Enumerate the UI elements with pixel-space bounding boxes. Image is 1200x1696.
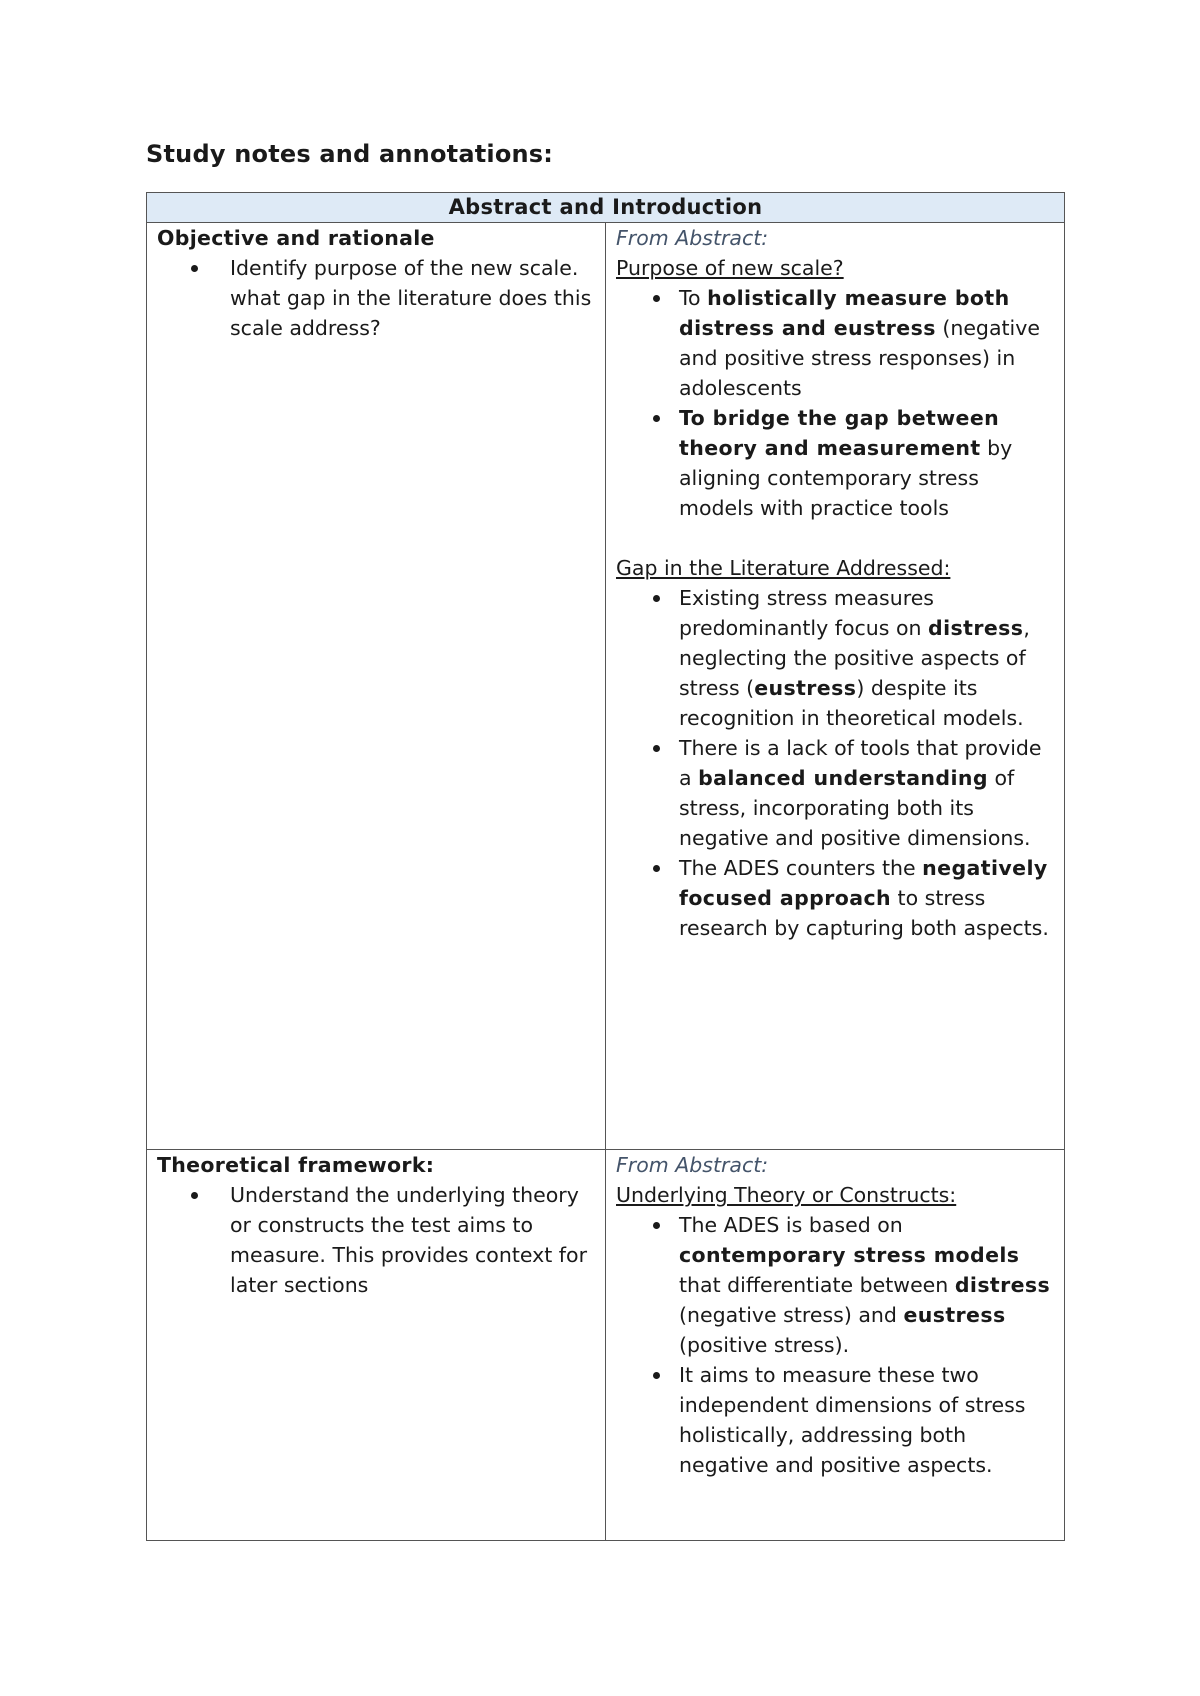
from-abstract-label: From Abstract: xyxy=(616,226,769,250)
section-header: Abstract and Introduction xyxy=(147,193,1065,223)
table-row xyxy=(147,223,1065,1150)
bullet-list xyxy=(616,583,1054,943)
objective-cell xyxy=(147,223,606,1150)
bullet-list xyxy=(157,253,595,343)
list-item: To holistically measure both distress and eustress (negative and positive stress responses) in adolescents xyxy=(616,283,1054,403)
theory-notes-cell xyxy=(606,1150,1065,1541)
list-item: Identify purpose of the new scale. what gap in the literature does this scale address? xyxy=(157,253,595,343)
abstract-notes-cell xyxy=(606,223,1065,1150)
list-item: It aims to measure these two independent dimensions of stress holistically, addressing both negative and positive aspects. xyxy=(616,1360,1054,1480)
table-row xyxy=(147,1150,1065,1541)
subheading-purpose: Purpose of new scale? xyxy=(616,256,844,280)
bullet-list xyxy=(616,283,1054,523)
subheading-theory: Underlying Theory or Constructs: xyxy=(616,1183,957,1207)
bullet-list xyxy=(157,1180,595,1300)
list-item: The ADES counters the negatively focused approach to stress research by capturing both aspects. xyxy=(616,853,1054,943)
from-abstract-label: From Abstract: xyxy=(616,1153,769,1177)
list-item: Existing stress measures predominantly focus on distress, neglecting the positive aspects of stress (eustress) despite its recognition in theoretical models. xyxy=(616,583,1054,733)
page-title: Study notes and annotations: xyxy=(146,140,554,168)
list-item: The ADES is based on contemporary stress models that differentiate between distress (negative stress) and eustress (positive stress). xyxy=(616,1210,1054,1360)
subheading-gap: Gap in the Literature Addressed: xyxy=(616,556,951,580)
cell-heading: Theoretical framework: xyxy=(157,1153,435,1177)
list-item: There is a lack of tools that provide a balanced understanding of stress, incorporating both its negative and positive dimensions. xyxy=(616,733,1054,853)
cell-heading: Objective and rationale xyxy=(157,226,435,250)
study-notes-table xyxy=(146,192,1065,1541)
list-item: To bridge the gap between theory and measurement by aligning contemporary stress models with practice tools xyxy=(616,403,1054,523)
list-item: Understand the underlying theory or constructs the test aims to measure. This provides context for later sections xyxy=(157,1180,595,1300)
theory-cell xyxy=(147,1150,606,1541)
bullet-list xyxy=(616,1210,1054,1480)
